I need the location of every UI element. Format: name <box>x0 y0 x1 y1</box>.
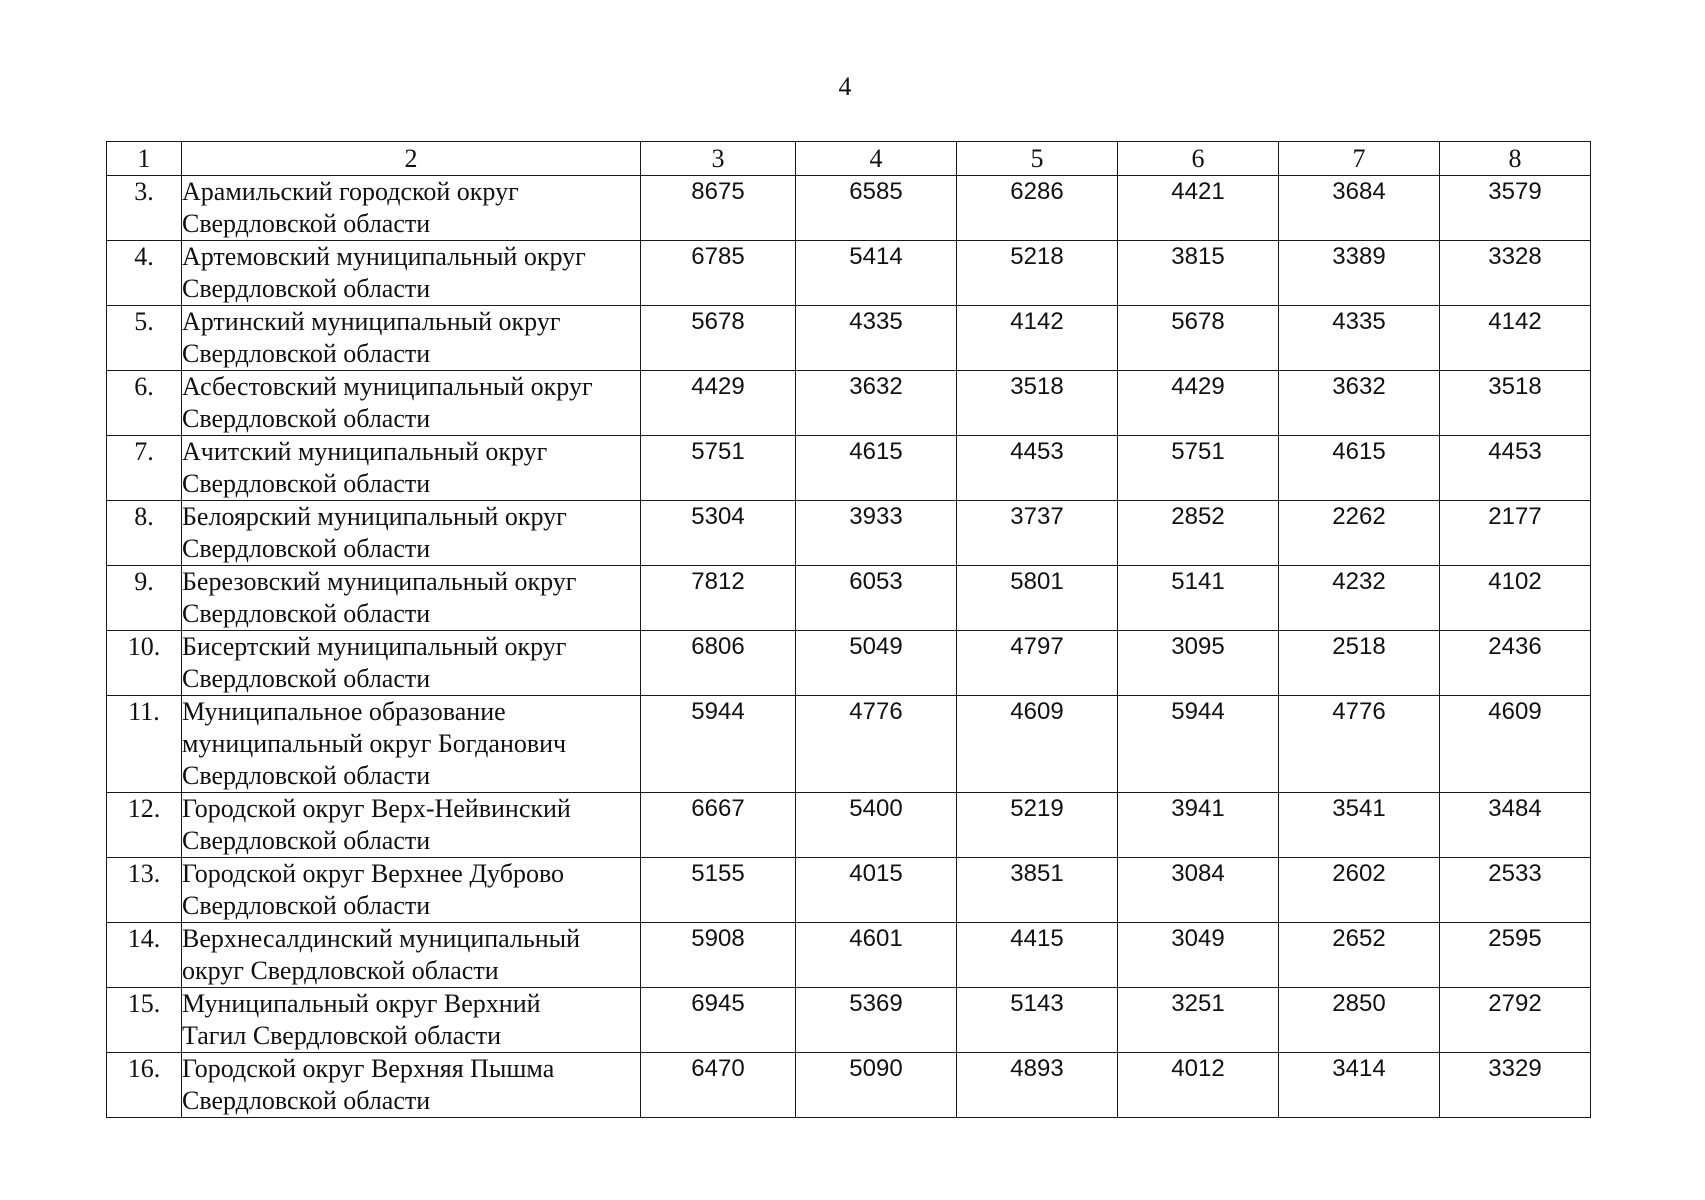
value-cell: 4601 <box>796 923 957 988</box>
value-cell: 8675 <box>641 176 796 241</box>
value-cell: 2792 <box>1440 988 1591 1053</box>
value-cell: 3414 <box>1279 1053 1440 1118</box>
value-cell: 4776 <box>1279 696 1440 793</box>
value-cell: 6286 <box>957 176 1118 241</box>
value-cell: 6053 <box>796 566 957 631</box>
value-cell: 4429 <box>641 371 796 436</box>
value-cell: 3251 <box>1118 988 1279 1053</box>
column-header: 7 <box>1279 142 1440 176</box>
value-cell: 4142 <box>957 306 1118 371</box>
table-row <box>107 566 1591 631</box>
value-cell: 4609 <box>957 696 1118 793</box>
value-cell: 6806 <box>641 631 796 696</box>
value-cell: 2652 <box>1279 923 1440 988</box>
column-header: 2 <box>182 142 641 176</box>
value-cell: 5801 <box>957 566 1118 631</box>
value-cell: 5751 <box>641 436 796 501</box>
table-row <box>107 696 1591 793</box>
column-header: 4 <box>796 142 957 176</box>
value-cell: 3851 <box>957 858 1118 923</box>
municipality-name <box>182 436 641 501</box>
table-row <box>107 436 1591 501</box>
value-cell: 4415 <box>957 923 1118 988</box>
municipality-name-line: Муниципальный округ Верхний <box>182 989 541 1018</box>
value-cell: 3933 <box>796 501 957 566</box>
value-cell: 4142 <box>1440 306 1591 371</box>
value-cell: 3684 <box>1279 176 1440 241</box>
municipality-name-line: Городской округ Верхняя Пышма <box>182 1054 555 1083</box>
value-cell: 4453 <box>957 436 1118 501</box>
municipality-name-line: Свердловской области <box>182 664 431 693</box>
value-cell: 3941 <box>1118 793 1279 858</box>
municipality-name-line: Свердловской области <box>182 209 431 238</box>
value-cell: 3632 <box>1279 371 1440 436</box>
municipality-name <box>182 696 641 793</box>
value-cell: 4615 <box>796 436 957 501</box>
value-cell: 4609 <box>1440 696 1591 793</box>
value-cell: 5678 <box>641 306 796 371</box>
value-cell: 4335 <box>1279 306 1440 371</box>
row-number: 7. <box>107 436 182 501</box>
value-cell: 3518 <box>1440 371 1591 436</box>
value-cell: 6667 <box>641 793 796 858</box>
municipality-name-line: Асбестовский муниципальный округ <box>182 372 593 401</box>
municipality-name <box>182 306 641 371</box>
row-number: 10. <box>107 631 182 696</box>
row-number: 3. <box>107 176 182 241</box>
value-cell: 3389 <box>1279 241 1440 306</box>
row-number: 9. <box>107 566 182 631</box>
value-cell: 4015 <box>796 858 957 923</box>
column-header: 5 <box>957 142 1118 176</box>
value-cell: 5141 <box>1118 566 1279 631</box>
table-row <box>107 793 1591 858</box>
column-header: 8 <box>1440 142 1591 176</box>
municipality-name <box>182 793 641 858</box>
table-row <box>107 858 1591 923</box>
row-number: 4. <box>107 241 182 306</box>
row-number: 12. <box>107 793 182 858</box>
row-number: 16. <box>107 1053 182 1118</box>
column-header: 6 <box>1118 142 1279 176</box>
value-cell: 3579 <box>1440 176 1591 241</box>
municipality-name <box>182 501 641 566</box>
municipality-name <box>182 858 641 923</box>
row-number: 15. <box>107 988 182 1053</box>
value-cell: 3095 <box>1118 631 1279 696</box>
municipality-name <box>182 1053 641 1118</box>
municipality-name-line: Верхнесалдинский муниципальный <box>182 924 581 953</box>
row-number: 6. <box>107 371 182 436</box>
column-header: 3 <box>641 142 796 176</box>
value-cell: 4429 <box>1118 371 1279 436</box>
value-cell: 5414 <box>796 241 957 306</box>
value-cell: 3541 <box>1279 793 1440 858</box>
value-cell: 4453 <box>1440 436 1591 501</box>
value-cell: 3328 <box>1440 241 1591 306</box>
value-cell: 5219 <box>957 793 1118 858</box>
value-cell: 6470 <box>641 1053 796 1118</box>
table-row <box>107 988 1591 1053</box>
value-cell: 2533 <box>1440 858 1591 923</box>
municipality-name-line: Свердловской области <box>182 469 431 498</box>
value-cell: 3084 <box>1118 858 1279 923</box>
header-row <box>107 142 1591 176</box>
value-cell: 5678 <box>1118 306 1279 371</box>
value-cell: 6945 <box>641 988 796 1053</box>
row-number: 8. <box>107 501 182 566</box>
municipality-name-line: Свердловской области <box>182 761 431 790</box>
value-cell: 2518 <box>1279 631 1440 696</box>
value-cell: 2595 <box>1440 923 1591 988</box>
value-cell: 2852 <box>1118 501 1279 566</box>
value-cell: 5400 <box>796 793 957 858</box>
row-number: 14. <box>107 923 182 988</box>
value-cell: 4012 <box>1118 1053 1279 1118</box>
table-row <box>107 241 1591 306</box>
value-cell: 3815 <box>1118 241 1279 306</box>
value-cell: 4776 <box>796 696 957 793</box>
value-cell: 4797 <box>957 631 1118 696</box>
municipality-name-line: Городской округ Верх-Нейвинский <box>182 794 571 823</box>
value-cell: 4102 <box>1440 566 1591 631</box>
value-cell: 6785 <box>641 241 796 306</box>
table-row <box>107 306 1591 371</box>
table-row <box>107 176 1591 241</box>
column-header: 1 <box>107 142 182 176</box>
municipality-name <box>182 923 641 988</box>
value-cell: 2262 <box>1279 501 1440 566</box>
value-cell: 5090 <box>796 1053 957 1118</box>
value-cell: 4615 <box>1279 436 1440 501</box>
value-cell: 5751 <box>1118 436 1279 501</box>
value-cell: 4421 <box>1118 176 1279 241</box>
table-row <box>107 371 1591 436</box>
value-cell: 7812 <box>641 566 796 631</box>
municipality-name-line: Свердловской области <box>182 1086 431 1115</box>
page-number: 4 <box>838 72 852 101</box>
municipality-name <box>182 241 641 306</box>
value-cell: 2850 <box>1279 988 1440 1053</box>
municipality-name-line: Свердловской области <box>182 826 431 855</box>
municipality-name-line: Ачитский муниципальный округ <box>182 437 548 466</box>
value-cell: 3737 <box>957 501 1118 566</box>
municipality-name-line: Арамильский городской округ <box>182 177 519 206</box>
value-cell: 5944 <box>641 696 796 793</box>
municipality-name-line: Городской округ Верхнее Дуброво <box>182 859 565 888</box>
municipality-name-line: Артемовский муниципальный округ <box>182 242 586 271</box>
value-cell: 3049 <box>1118 923 1279 988</box>
value-cell: 5944 <box>1118 696 1279 793</box>
municipality-name <box>182 371 641 436</box>
municipality-name-line: Свердловской области <box>182 891 431 920</box>
data-table <box>106 141 1591 1118</box>
municipality-name-line: Белоярский муниципальный округ <box>182 502 567 531</box>
value-cell: 5304 <box>641 501 796 566</box>
row-number: 13. <box>107 858 182 923</box>
municipality-name <box>182 566 641 631</box>
table-row <box>107 631 1591 696</box>
table-row <box>107 1053 1591 1118</box>
value-cell: 3518 <box>957 371 1118 436</box>
value-cell: 3329 <box>1440 1053 1591 1118</box>
table-row <box>107 501 1591 566</box>
table-row <box>107 923 1591 988</box>
municipality-name-line: Свердловской области <box>182 339 431 368</box>
row-number: 11. <box>107 696 182 793</box>
municipality-name <box>182 988 641 1053</box>
value-cell: 2177 <box>1440 501 1591 566</box>
municipality-name-line: Свердловской области <box>182 404 431 433</box>
value-cell: 5369 <box>796 988 957 1053</box>
municipality-name-line: муниципальный округ Богданович <box>182 729 567 758</box>
table-body <box>107 176 1591 1118</box>
value-cell: 4893 <box>957 1053 1118 1118</box>
value-cell: 4232 <box>1279 566 1440 631</box>
municipality-name <box>182 631 641 696</box>
municipality-name-line: Бисертский муниципальный округ <box>182 632 567 661</box>
municipality-name-line: Свердловской области <box>182 599 431 628</box>
municipality-name-line: Березовский муниципальный округ <box>182 567 577 596</box>
value-cell: 5143 <box>957 988 1118 1053</box>
value-cell: 4335 <box>796 306 957 371</box>
value-cell: 3632 <box>796 371 957 436</box>
value-cell: 2436 <box>1440 631 1591 696</box>
municipality-name-line: Артинский муниципальный округ <box>182 307 561 336</box>
municipality-name-line: Свердловской области <box>182 274 431 303</box>
value-cell: 5908 <box>641 923 796 988</box>
value-cell: 5049 <box>796 631 957 696</box>
value-cell: 3484 <box>1440 793 1591 858</box>
value-cell: 5155 <box>641 858 796 923</box>
value-cell: 6585 <box>796 176 957 241</box>
municipality-name-line: Муниципальное образование <box>182 697 506 726</box>
row-number: 5. <box>107 306 182 371</box>
municipality-name-line: Тагил Свердловской области <box>182 1021 501 1050</box>
municipality-name-line: Свердловской области <box>182 534 431 563</box>
value-cell: 5218 <box>957 241 1118 306</box>
municipality-name <box>182 176 641 241</box>
municipality-name-line: округ Свердловской области <box>182 956 499 985</box>
value-cell: 2602 <box>1279 858 1440 923</box>
